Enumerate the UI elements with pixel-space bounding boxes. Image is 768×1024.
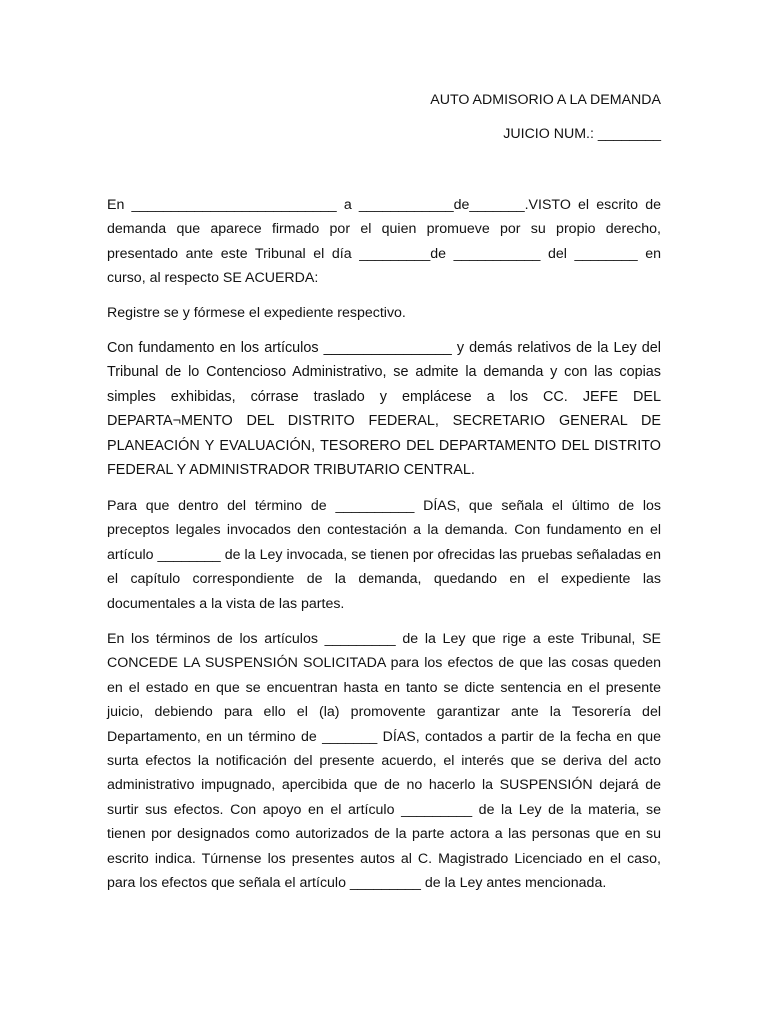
case-number: JUICIO NUM.: ________ [503,126,661,142]
paragraph-contestacion: Para que dentro del término de __________ DÍAS, que señala el último de los preceptos legales invocados den contestación a la demanda. Con fundamento en el artículo ________ de la Ley invocada, se tienen por ofrecidas las pruebas señaladas en el capítulo correspondiente de la demanda, quedando en el expediente las documentales a la vista de las partes. [107,498,661,612]
paragraph-registro: Registre se y fórmese el expediente respectivo. [107,305,406,321]
paragraph-visto: En __________________________ a ____________de_______.VISTO el escrito de demanda que aparece firmado por el quien promueve por su propio derecho, presentado ante este Tribunal el día _________de ___________ del ________ en curso, al respecto SE ACUERDA: [107,197,661,287]
paragraph-suspension: En los términos de los artículos _________ de la Ley que rige a este Tribunal, SE CONCEDE LA SUSPENSIÓN SOLICITADA para los efectos de que las cosas queden en el estado en que se encuentran hasta en tanto se dicte sentencia en el presente juicio, debiendo para ello el (la) promovente garantizar ante la Tesorería del Departamento, en un término de _______ DÍAS, contados a partir de la fecha en que surta efectos la notificación del presente acuerdo, el interés que se deriva del acto administrativo impugnado, apercibida que de no hacerlo la SUSPENSIÓN dejará de surtir sus efectos. Con apoyo en el artículo _________ de la Ley de la materia, se tienen por designados como autorizados de la parte actora a las personas que en su escrito indica. Túrnense los presentes autos al C. Magistrado Licenciado en el caso, para los efectos que señala el artículo _________ de la Ley antes mencionada. [107,631,661,892]
paragraph-emplazamiento: Con fundamento en los artículos ________________ y demás relativos de la Ley del Tribunal de lo Contencioso Administrativo, se admite la demanda y con las copias simples exhibidas, córrase traslado y emplácese a los CC. JEFE DEL DEPARTA¬MENTO DEL DISTRITO FEDERAL, SECRETARIO GENERAL DE PLANEACIÓN Y EVALUACIÓN, TESORERO DEL DEPARTAMENTO DEL DISTRITO FEDERAL Y ADMINISTRADOR TRIBUTARIO CENTRAL. [107,340,661,479]
document-title: AUTO ADMISORIO A LA DEMANDA [430,92,661,108]
